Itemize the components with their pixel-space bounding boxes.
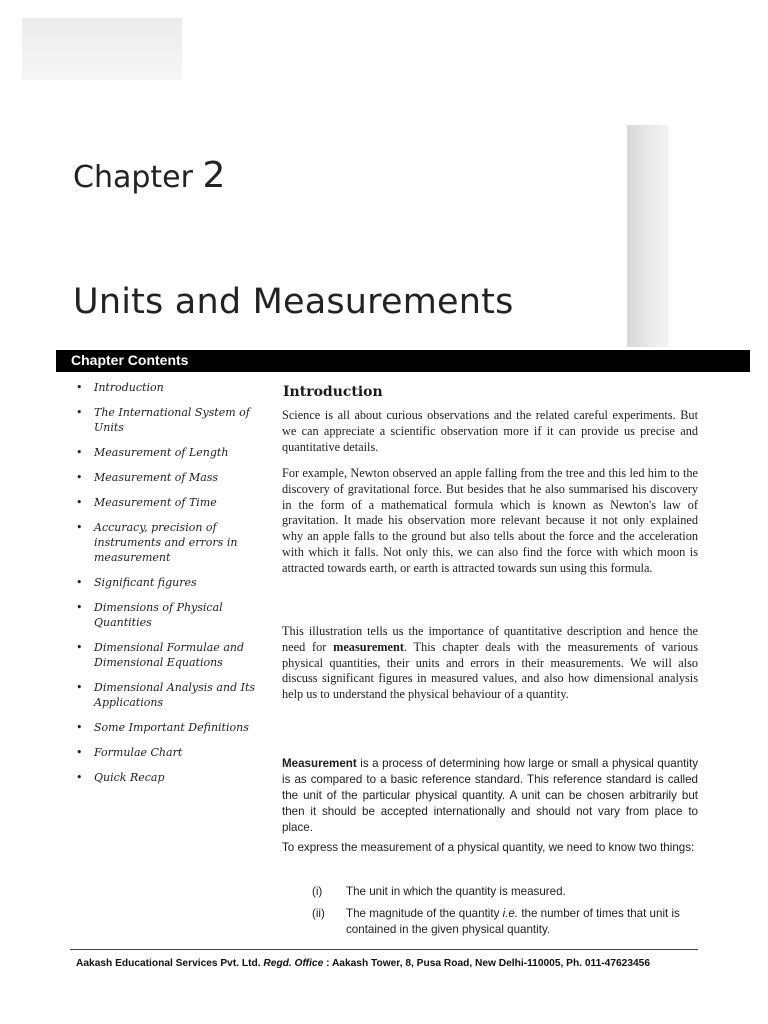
toc-item: • The International System of Units xyxy=(76,405,266,435)
toc-item: • Measurement of Length xyxy=(76,445,266,460)
intro-p3-before: This illustration tells us the importance of quantitative description and hence the need for xyxy=(282,624,698,654)
thing-marker: (ii) xyxy=(312,907,325,920)
intro-paragraph-1 xyxy=(282,408,698,455)
measurement-definition-text xyxy=(282,756,698,836)
toc-item: • Introduction xyxy=(76,380,266,395)
intro-heading: Introduction xyxy=(283,384,383,400)
toc-item: • Significant figures xyxy=(76,575,266,590)
thing-text-em: i.e. xyxy=(502,907,519,920)
thing-item xyxy=(312,906,702,938)
chapter-contents-label: Chapter Contents xyxy=(71,352,189,368)
toc-item: • Accuracy, precision of instruments and errors in measurement xyxy=(76,520,266,565)
chapter-label xyxy=(73,155,225,196)
thing-text: The unit in which the quantity is measured. xyxy=(346,885,566,898)
thing-text-after: the number of times that unit is contained in the given physical quantity. xyxy=(346,907,680,936)
footer-company: Aakash Educational Services Pvt. Ltd. xyxy=(76,958,261,969)
intro-p2-text: For example, Newton observed an apple falling from the tree and this led him to the discovery of gravitational force. But besides that he also summarised his discovery in the form of a mathematical formula which is known as Newton's law of gravitation. It made his observation more relevant because it not only explained why an apple falls to the ground but also tells about the force and the acceleration with which it falls. Not only this, we can also find the force with which moon is attracted towards earth, or earth is attracted towards sun using this formula. xyxy=(282,466,698,575)
footer xyxy=(76,958,650,969)
thing-item xyxy=(312,884,702,900)
intro-paragraph-2 xyxy=(282,466,698,577)
scan-shade-top xyxy=(22,18,182,80)
intro-p1-text: Science is all about curious observations and the related careful experiments. But we can appreciate a scientific observation more if it can provide us precise and quantitative details. xyxy=(282,408,698,454)
footer-divider xyxy=(70,949,698,950)
thing-marker: (i) xyxy=(312,885,323,898)
chapter-word: Chapter xyxy=(73,160,193,195)
intro-p3-after: . This chapter deals with the measurements of various physical quantities, their units and errors in their measurements. We will also discuss significant figures in measured values, and also how dimensional analysis help us to understand the physical behaviour of a quantity. xyxy=(282,639,698,702)
measurement-express xyxy=(282,840,698,856)
chapter-contents-bar xyxy=(56,350,750,372)
intro-paragraph-3 xyxy=(282,624,698,703)
chapter-contents-list xyxy=(76,380,266,795)
thing-text-before: The magnitude of the quantity xyxy=(346,907,503,920)
measurement-things-list xyxy=(312,884,702,944)
toc-item: • Dimensions of Physical Quantities xyxy=(76,600,266,630)
measurement-term: Measurement xyxy=(282,757,357,770)
footer-office: : Aakash Tower, 8, Pusa Road, New Delhi-110005, Ph. 011-47623456 xyxy=(326,958,650,969)
toc-item: • Dimensional Formulae and Dimensional Equations xyxy=(76,640,266,670)
intro-p3-bold: measurement xyxy=(333,639,404,654)
measurement-definition xyxy=(282,756,698,836)
intro-p3-text xyxy=(282,624,698,703)
chapter-number: 2 xyxy=(202,155,226,196)
measurement-express-text: To express the measurement of a physical quantity, we need to know two things: xyxy=(282,841,695,854)
toc-item: • Measurement of Mass xyxy=(76,470,266,485)
page-title: Units and Measurements xyxy=(73,282,514,322)
toc-item: • Formulae Chart xyxy=(76,745,266,760)
toc-item: • Dimensional Analysis and Its Applications xyxy=(76,680,266,710)
toc-item: • Quick Recap xyxy=(76,770,266,785)
footer-office-label: Regd. Office xyxy=(263,958,324,969)
toc-item: • Measurement of Time xyxy=(76,495,266,510)
toc-item: • Some Important Definitions xyxy=(76,720,266,735)
measurement-definition-body: is a process of determining how large or small a physical quantity is as compared to a basic reference standard. This reference standard is called the unit of the particular physical quantity. A unit can be chosen arbitrarily but then it should be accepted internationally and should not vary from place to place. xyxy=(282,757,698,834)
scan-shade-right xyxy=(627,125,669,347)
